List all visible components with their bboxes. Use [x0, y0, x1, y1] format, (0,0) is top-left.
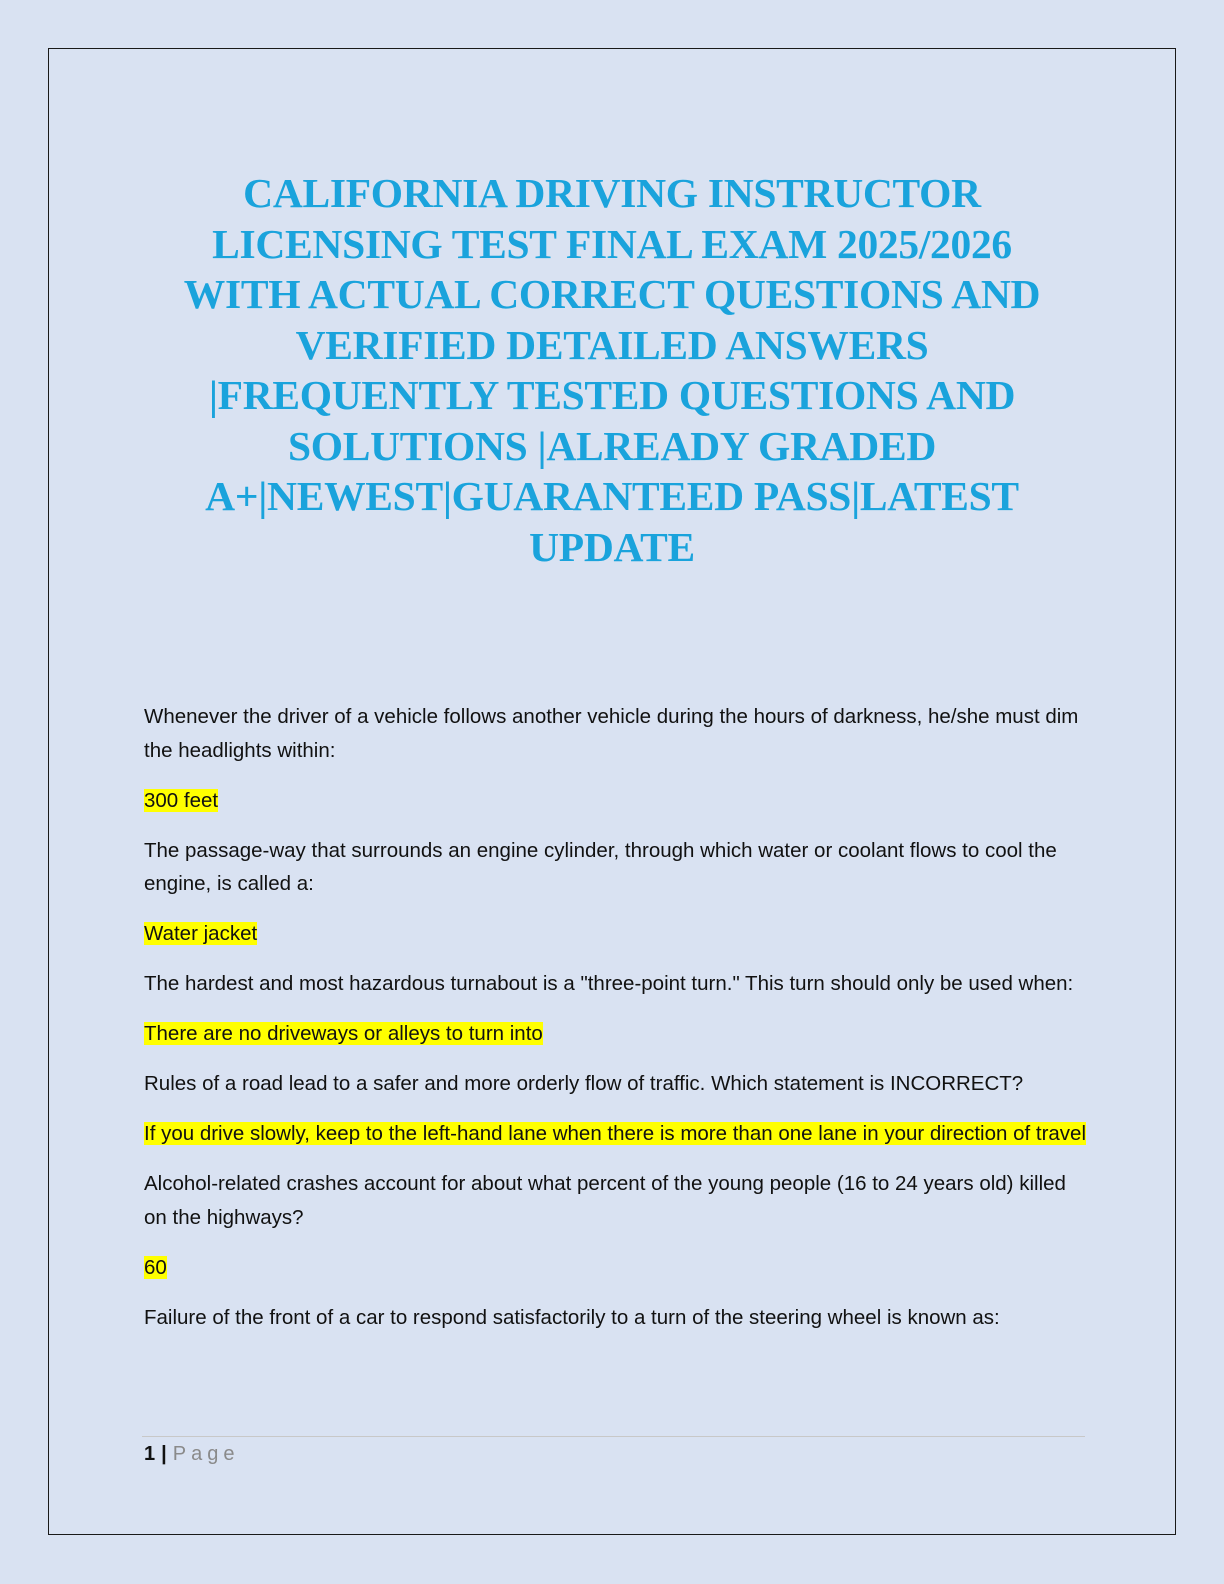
title-line: SOLUTIONS |ALREADY GRADED — [287, 422, 937, 469]
answer-highlight: 60 — [144, 1255, 167, 1279]
page-footer — [144, 1440, 239, 1468]
page-label: Page — [172, 1443, 240, 1465]
answer-highlight: If you drive slowly, keep to the left-hand lane when there is more than one lane in your direction of travel — [144, 1122, 1087, 1145]
title-line: A+|NEWEST|GUARANTEED PASS|LATEST — [205, 473, 1019, 519]
answer-text — [144, 917, 1089, 951]
title-line: WITH ACTUAL CORRECT QUESTIONS AND — [183, 271, 1041, 317]
title-line: |FREQUENTLY TESTED QUESTIONS AND — [208, 372, 1016, 418]
document-title — [140, 168, 1084, 572]
title-line: LICENSING TEST FINAL EXAM 2025/2026 — [212, 220, 1012, 267]
question-text: Failure of the front of a car to respond satisfactorily to a turn of the steering wheel is known as: — [144, 1305, 1000, 1329]
answer-text — [144, 1117, 1089, 1151]
answer-text — [144, 1017, 1089, 1051]
answer-highlight: There are no driveways or alleys to turn into — [144, 1022, 543, 1045]
answer-highlight: 300 feet — [144, 788, 219, 812]
title-line: VERIFIED DETAILED ANSWERS — [295, 321, 929, 368]
question-text: Rules of a road lead to a safer and more orderly flow of traffic. Which statement is INCORRECT? — [144, 1072, 1024, 1095]
title-line: CALIFORNIA DRIVING INSTRUCTOR — [243, 170, 981, 216]
question-text: The hardest and most hazardous turnabout is a "three-point turn." This turn should only be used when: — [144, 972, 1074, 995]
question-text: Whenever the driver of a vehicle follows another vehicle during the hours of darkness, he/she must dim the headlights within: — [144, 705, 1079, 762]
answer-text — [144, 784, 1089, 818]
footer-separator: | — [161, 1443, 167, 1465]
question-text: The passage-way that surrounds an engine cylinder, through which water or coolant flows to cool the engine, is called a: — [144, 838, 1057, 895]
page-number: 1 — [144, 1443, 156, 1465]
footer-divider — [142, 1436, 1085, 1437]
title-line: UPDATE — [529, 523, 695, 570]
answer-text — [144, 1251, 1089, 1285]
qa-list — [144, 700, 1089, 1351]
question-text: Alcohol-related crashes account for about what percent of the young people (16 to 24 years old) killed on the highways? — [144, 1172, 1066, 1229]
answer-highlight: Water jacket — [144, 922, 258, 945]
